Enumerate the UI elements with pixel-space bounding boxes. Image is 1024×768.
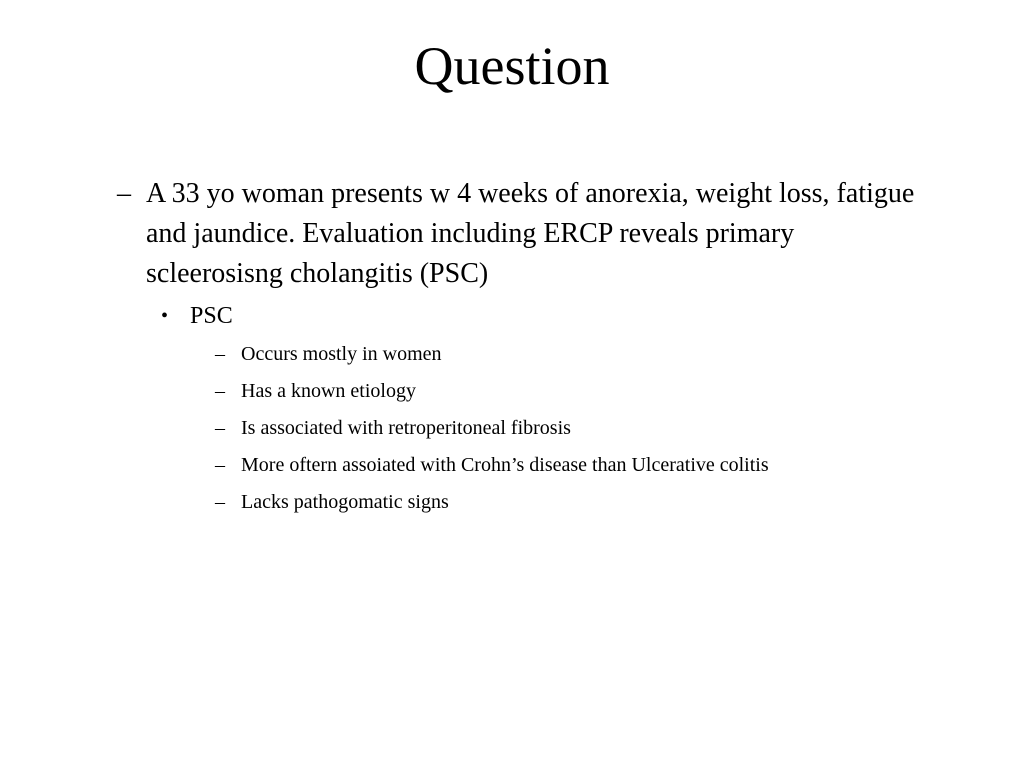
answer-option bbox=[215, 378, 975, 415]
answer-option-text: Lacks pathogomatic signs bbox=[241, 491, 449, 513]
dash-bullet-icon: – bbox=[215, 380, 225, 402]
answer-option-text: Is associated with retroperitoneal fibrosis bbox=[241, 417, 571, 439]
answer-option-text: Occurs mostly in women bbox=[241, 343, 442, 365]
answer-option bbox=[215, 341, 975, 378]
answer-option-text: More oftern assoiated with Crohn’s disease than Ulcerative colitis bbox=[241, 454, 769, 476]
dash-bullet-icon: – bbox=[215, 343, 225, 365]
answer-option bbox=[215, 415, 975, 452]
answer-option bbox=[215, 452, 975, 489]
topic-item bbox=[161, 300, 233, 332]
dot-bullet-icon: • bbox=[161, 305, 169, 327]
question-stem bbox=[117, 174, 917, 294]
answer-option-text: Has a known etiology bbox=[241, 380, 416, 402]
topic-text: PSC bbox=[190, 303, 233, 329]
dash-bullet-icon: – bbox=[215, 454, 225, 476]
dash-bullet-icon: – bbox=[117, 178, 131, 209]
dash-bullet-icon: – bbox=[215, 417, 225, 439]
dash-bullet-icon: – bbox=[215, 491, 225, 513]
question-text: A 33 yo woman presents w 4 weeks of anorexia, weight loss, fatigue and jaundice. Evaluation including ERCP reveals primary scleerosisng cholangitis (PSC) bbox=[146, 178, 915, 289]
answer-option bbox=[215, 489, 975, 526]
slide-title: Question bbox=[414, 36, 610, 96]
answer-options-list bbox=[215, 341, 975, 526]
